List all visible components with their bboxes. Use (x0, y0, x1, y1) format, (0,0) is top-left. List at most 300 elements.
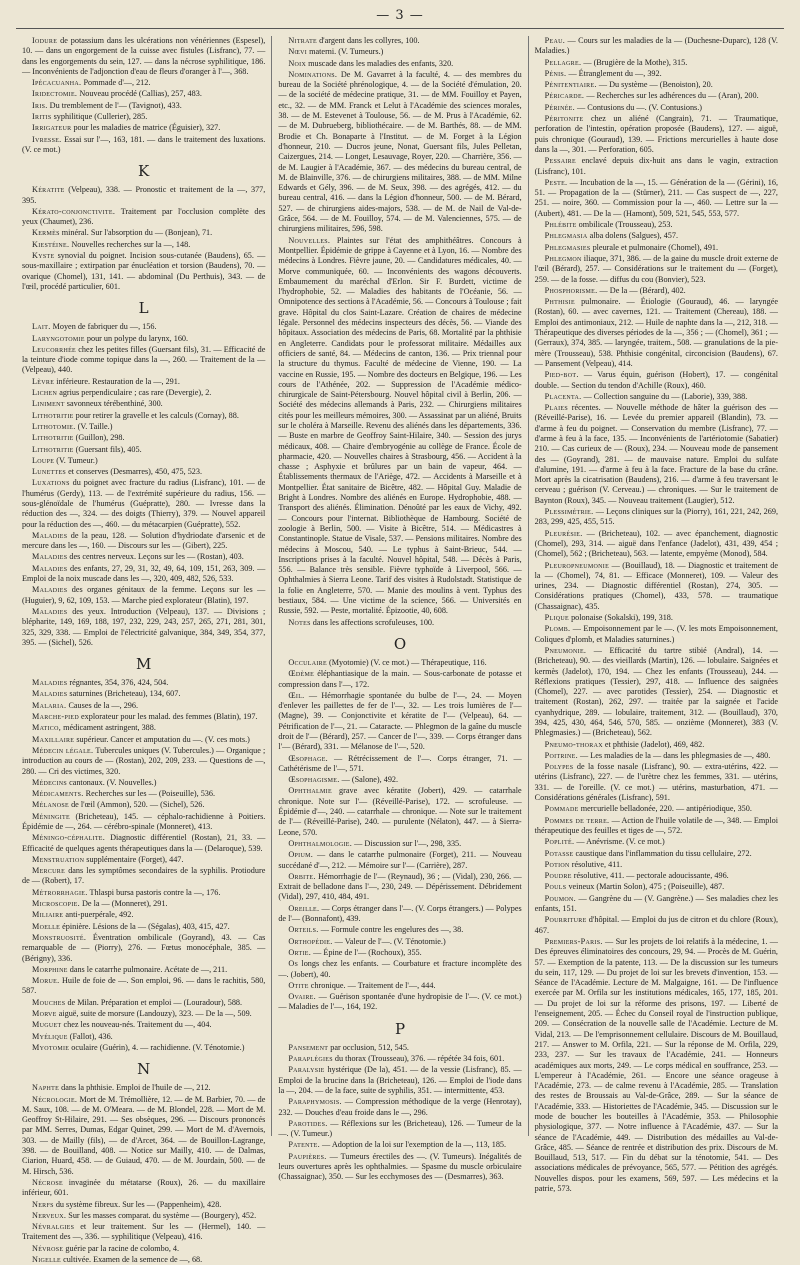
index-entry (535, 915, 778, 936)
index-entry (278, 658, 521, 668)
entry-headword: Œsophagisme. (288, 775, 340, 785)
entry-headword: Ophthalmie (288, 786, 332, 796)
index-entry (278, 1054, 521, 1064)
index-entry (278, 691, 521, 753)
entry-text: materni. (V. Tumeurs.) (309, 47, 384, 57)
entry-text: pleurale et pulmonaire (Chomel), 491. (592, 242, 719, 252)
entry-text: éléphantiasique de la main. — Sous-carbonate de potasse et compression dans l'—, 172. (278, 669, 522, 689)
index-entry (22, 1095, 265, 1177)
index-entry (278, 1097, 521, 1118)
entry-text: caustique dans l'inflammation du tissu cellulaire, 272. (575, 848, 752, 858)
entry-headword: Nerveux. (32, 1210, 67, 1220)
entry-headword: Médecin légale. (32, 745, 94, 755)
entry-text: d'argent dans les collyres, 100. (319, 36, 420, 45)
entry-headword: Mélanose (32, 800, 70, 810)
entry-text: chronique. — Traitement de l'—, 444. (310, 980, 436, 990)
index-entry (278, 937, 521, 947)
entry-text: invaginée du métatarse (Roux), 26. — du maxillaire inférieur, 601. (22, 1177, 266, 1198)
entry-text: du système fibreux. Sur les — (Pappenheim), 428. (55, 1199, 222, 1209)
entry-text: — Gangrène du — (V. Gangrène.) — Ses maladies chez les enfants, 151. (534, 893, 778, 914)
entry-headword: Otite (288, 980, 309, 990)
entry-headword: Opium. (288, 850, 314, 860)
entry-text: et leur traitement. Sur les — (Hermel), 140. — Traitement des —, 336. — syphilitique (Velpeau), 416. (22, 1222, 266, 1242)
entry-headword: Pénitentiaire. (544, 80, 597, 90)
section-letter: L (138, 299, 149, 318)
entry-headword: Notes (288, 617, 311, 627)
index-entry (278, 948, 521, 958)
entry-headword: Morue. (32, 976, 60, 986)
entry-text: des yeux. Introduction (Velpeau), 137. — Divisions ; blépharite, 149, 169, 188, 197, 232, 229, 243, 257, 265, 271, 281, 301, 325, 329, 338. — Emploi de l'électricité galvanique, 384, 349, 354, 377, 395. — (Sichel), 526. (22, 606, 266, 647)
entry-text: anti-puerpérale, 492. (65, 910, 134, 920)
entry-headword: Phlébite (544, 220, 577, 230)
entry-text: résolutive, 411. — pectorale adoucissante, 496. (573, 871, 729, 881)
index-entry (22, 1244, 265, 1254)
entry-headword: Phlegmasia (544, 231, 588, 241)
index-entry (22, 712, 265, 722)
section-letter: K (138, 162, 150, 181)
index-entry (22, 228, 265, 238)
index-entry (22, 678, 265, 688)
entry-headword: Maladies (32, 689, 68, 699)
entry-headword: Moelle (32, 921, 61, 931)
entry-headword: Poplité. (544, 837, 575, 847)
index-entry (278, 1065, 521, 1096)
entry-headword: Lithotomie. (32, 421, 76, 431)
entry-text: et conserves (Desmarres), 450, 475, 523. (68, 467, 203, 477)
entry-headword: Leucorrhée (32, 344, 77, 354)
entry-text: syphilitique (Cullerier), 285. (53, 112, 148, 122)
entry-headword: Nitrate (288, 36, 318, 45)
entry-text: pour retirer la gravelle et les calculs (Cornay), 88. (75, 410, 239, 420)
index-entry (535, 613, 778, 623)
section-letter: O (393, 634, 407, 653)
index-entry (22, 965, 265, 975)
entry-headword: Nécrose (32, 1177, 64, 1187)
entry-headword: Premiers-Paris. (544, 936, 603, 946)
entry-headword: Pleuropneumonie (544, 560, 610, 570)
entry-text: — Recherches sur les adhérences du — (Aran), 200. (586, 91, 759, 101)
index-entry (535, 740, 778, 750)
entry-text: polonaise (Sokalski), 199, 318. (571, 613, 673, 623)
entry-text: épinière. Lésions de la — (Ségalas), 403, 415, 427. (62, 921, 230, 931)
index-entry (22, 478, 265, 529)
entry-text: Du tremblement de l'— (Tavignot), 433. (49, 100, 182, 110)
entry-text: d'hôpital. — Emploi du jus de citron et du chlore (Roux), 467. (534, 915, 778, 935)
entry-text: — Efficacité du tartre stibié (Andral), 14. — (Bricheteau), 90. — des vieillards (Martin), 126. — lobulaire. Saignées et kermès (Jadelot), 170, 194. — Chez les enfants (Trousseau), 244. — Réflexions pratiques (Tessier), 297, 418. — Influence des saignées (Chomel), 227. — avec parotides (Tessier), 254. — Diagnostic et traitement (Rostan), 262, 297. — traitée par la saignée et l'acide cyanhydrique, 289. — lobulaire, traitement, 312. — (Bouillaud), 370, 394, 425, 430, 464, 546, 570, 585. — onzième (Monneret), 383 (V. Phlegmasies.) — (Bricheteau), 562. (534, 645, 778, 738)
entry-text: dans la phthisie. Emploi de l'huile de —, 212. (61, 1083, 211, 1093)
entry-text: savonneux térébenthiné, 300. (66, 399, 163, 409)
index-entry (278, 904, 521, 925)
index-entry (22, 207, 265, 228)
index-entry (22, 377, 265, 387)
entry-text: ombilicale (Trousseau), 253. (578, 220, 673, 230)
index-entry (278, 925, 521, 935)
index-entry (22, 531, 265, 552)
index-entry (278, 959, 521, 980)
entry-text: — Tumeurs érectiles des —. (V. Tumeurs). Inégalités de leurs ouvertures après les ophthalmies. — Spasme du muscle orbiculaire (Chassaignac), 350. — Sur les ecchymoses des — (Desmarres), 363. (278, 1151, 522, 1182)
entry-text: Recherches sur les — (Poiseuille), 536. (85, 789, 216, 799)
entry-text: Essai sur l'—, 163, 181. — dans le traitement des luxations. (V. ce mot.) (22, 134, 266, 154)
entry-headword: Potasse (544, 848, 574, 858)
entry-text: — Réflexions sur les (Bricheteau), 126. — Tumeur de la —. (V. Tumeur.) (278, 1118, 522, 1139)
entry-headword: Phlegmasies (544, 242, 591, 252)
index-entry (535, 58, 778, 68)
entry-text: cultivée. Examen de la semence de —, 68. (63, 1254, 203, 1264)
entry-headword: Médecins (32, 777, 68, 787)
entry-text: Tubercules uniques (V. Tubercules.) — Organique ; introduction au cours de — (Rostan), 202, 209, 233. — Questions de —, 280. — Cri des victimes, 320. (22, 745, 266, 776)
index-entry (535, 860, 778, 870)
index-entry (22, 1083, 265, 1093)
index-entry (22, 723, 265, 733)
entry-text: — Valeur de l'—. (V. Ténotomie.) (334, 936, 446, 946)
entry-headword: Maladies (32, 530, 68, 540)
entry-text: médicament astringent, 388. (63, 723, 156, 733)
entry-text: — Leçons cliniques sur la (Piorry), 161, 221, 242, 269, 283, 299, 425, 455, 515. (534, 507, 778, 527)
entry-headword: Maladies (32, 678, 68, 688)
index-entry (535, 507, 778, 528)
index-entry (278, 70, 521, 235)
index-entry (278, 981, 521, 991)
entry-text: — Incubation de la —, 15. — Génération de la — (Gérini), 16, 51. — Propagation de la — (Stürner), 211. — Cas suspect de —, 227, 251. — noire, 360. — Commission pour la —, 460. — Lettre sur la — (Aubert), 481. — De la — (Hamont), 509, 521, 545, 553, 577. (534, 177, 778, 218)
entry-headword: Orteils. (288, 925, 319, 935)
entry-headword: Iodure (32, 36, 58, 45)
entry-headword: Mouches (32, 997, 66, 1007)
entry-headword: Maladies (32, 552, 68, 562)
index-entry (22, 1020, 265, 1030)
entry-headword: Lithotritie (32, 410, 74, 420)
index-entry (22, 910, 265, 920)
index-entry (535, 816, 778, 837)
entry-headword: Irrigateur (32, 123, 72, 133)
entry-headword: Maladies (32, 585, 68, 595)
section-letter: P (394, 1019, 406, 1038)
entry-text: veineux (Martin Solon), 475 ; (Poiseuille), 487. (568, 882, 725, 892)
entry-text: régnantes, 354, 376, 424, 504. (69, 678, 169, 688)
entry-headword: Lèvre (32, 376, 55, 386)
entry-text: (Guersant fils), 405. (75, 444, 142, 454)
entry-text: (Velpeau), 338. — Pronostic et traitement de la —, 377, 395. (22, 185, 266, 205)
entry-text: Éventration ombilicale (Goyrand), 43. — Cas remarquable de — (Piorry), 276. — Fœtus monocéphale, 385. — (Bérigny), 336. (22, 932, 266, 963)
index-entry (535, 178, 778, 219)
index-entry (22, 185, 265, 206)
entry-text: hystérique (De la), 451. — de la vessie (Lisfranc), 85. — Emploi de la brucine dans la (Bricheteau), 126. — Emploi de l'iode dans la —, 204. — de la face, suite de syphilis, 351. — intermittente, 453. (278, 1065, 522, 1095)
entry-headword: Nœvi (288, 47, 308, 57)
entry-headword: Kératite (32, 185, 65, 195)
entry-text: du poignet avec fracture du radius (Lisfranc), 101. — de l'humérus (Gerdy), 113. — de l'extrémité supérieure du radius, 156. — sous-glénoïdale de l'humérus (Guépratte), 280. — Ivresse dans la réduction des —, 324. — des doigts (Thierry), 379. — Nouvel appareil pour la réduction des —, 460. — du métacarpien (Guépratte), 552. (22, 478, 266, 529)
index-entry (278, 36, 521, 46)
entry-headword: Métrorrhagie. (32, 887, 88, 897)
index-entry (22, 1200, 265, 1210)
index-entry (22, 251, 265, 292)
index-entry (535, 243, 778, 253)
entry-text: — Formule contre les engelures des —, 38. (320, 925, 464, 935)
index-entry (22, 345, 265, 376)
entry-headword: Plessimétrie. (544, 507, 594, 517)
entry-text: (V. Tumeur.) (56, 455, 98, 465)
entry-headword: Ivresse. (32, 134, 62, 144)
entry-headword: Patente. (288, 1140, 320, 1150)
entry-text: — (Bricheteau), 102. — avec épanchement, diagnostic (Chomel), 293, 314. — aiguë dans l'enfance (Jadelot), 431, 439, 454 ; (Chomel), 562 ; (Bricheteau), 563. — latente, empyème (Monod), 584. (534, 528, 778, 559)
index-entry (278, 1043, 521, 1053)
entry-text: minéral. Sur l'absorption du — (Bonjean), 71. (61, 228, 213, 238)
index-entry (22, 701, 265, 711)
entry-headword: Œdème (288, 669, 315, 679)
entry-headword: Ophthalmologie. (288, 838, 353, 848)
index-entry (278, 1140, 521, 1150)
entry-text: du thorax (Trousseau), 376. — répétée 34 fois, 601. (334, 1054, 505, 1064)
entry-headword: Méningite (32, 811, 70, 821)
index-entry (22, 922, 265, 932)
entry-text: agrius perpendiculaire ; cas rare (Devergie), 2. (59, 388, 212, 398)
index-entry (22, 855, 265, 865)
index-entry (535, 646, 778, 739)
entry-headword: Pleurésie. (544, 528, 583, 538)
index-entry (278, 1152, 521, 1183)
entry-text: — De la — (Bérard), 402. (599, 285, 686, 295)
entry-text: longs chez les enfants. — Courbature et fracture incomplète des —. (Jobert), 40. (278, 959, 522, 979)
entry-headword: Occulaire (288, 657, 327, 667)
entry-headword: Nigelle (32, 1254, 62, 1264)
index-entry (535, 80, 778, 90)
entry-headword: Paupières. (288, 1151, 327, 1161)
entry-headword: Morve (32, 1009, 57, 1019)
index-entry (22, 564, 265, 585)
index-entry (278, 850, 521, 871)
entry-headword: Myélique (32, 1031, 68, 1041)
index-entry (22, 866, 265, 887)
index-entry (22, 399, 265, 409)
index-entry (22, 585, 265, 606)
entry-text: inférieure. Restauration de la —, 291. (56, 376, 180, 386)
entry-text: (V. Taille.) (77, 421, 113, 431)
entry-headword: Pneumonie. (544, 645, 587, 655)
entry-text: De la — (Monneret), 291. (81, 899, 168, 909)
entry-headword: Poudre (544, 871, 572, 881)
entry-headword: Morphine (32, 964, 68, 974)
entry-text: Hémorrhagie de l'— (Reynaud), 36 ; — (Vidal), 230, 266. — Extrait de belladone dans l'—, 230, 249. — Dépérissement. Débridement (Vidal), 297, 410, 484, 491. (278, 871, 522, 902)
index-entry (535, 370, 778, 391)
entry-text: de la peau, 128. — Solution d'hydriodate d'arsenic et de mercure dans les —, 160. — Discours sur les — (Gibert), 225. (22, 530, 266, 551)
index-entry (22, 1255, 265, 1265)
entry-headword: Lunettes (32, 467, 67, 477)
entry-text: Huile de foie de —. Son emploi, 96. — dans le rachitis, 580, 587. (22, 976, 266, 996)
entry-headword: Œil. (288, 690, 305, 700)
entry-text: résolutive, 411. (571, 859, 623, 869)
entry-text: — Étranglement du —, 392. (568, 68, 662, 78)
entry-text: de l'œil (Ammon), 520. — (Sichel), 526. (71, 800, 205, 810)
index-entry (535, 837, 778, 847)
index-entry (535, 882, 778, 892)
index-entry (278, 236, 521, 617)
entry-headword: Microscopie. (32, 899, 80, 909)
entry-headword: Pourriture (544, 915, 587, 925)
entry-text: des centres nerveux. Leçons sur les — (Rostan), 403. (69, 552, 244, 562)
header-rule (16, 28, 784, 29)
entry-headword: Peste. (544, 177, 568, 187)
entry-text: — Guérison spontanée d'une hydropisie de l'—. (V. ce mot.) — Maladies de l'—, 164, 192. (278, 992, 522, 1012)
entry-headword: Polypes (544, 762, 574, 772)
entry-headword: Pellagre. (544, 57, 582, 67)
index-entry (278, 839, 521, 849)
entry-text: — Discussion sur l'—, 298, 335. (354, 838, 462, 848)
entry-text: iliaque, 371, 386. — de la gaine du muscle droit externe de l'œil (Bérard), 257. — Considérations sur le traitement du — (Forget), 259. — de la fosse. — diffus du cou (Bonvier), 523. (534, 253, 778, 284)
index-entry (278, 1119, 521, 1140)
index-entry (22, 322, 265, 332)
entry-text: — Empoisonnement par le —. (V. les mots Empoisonnement, Coliques d'plomb, et Maladies saturnines.) (534, 624, 778, 644)
entry-text: — Les maladies de la — dans les phlegmasies de —, 480. (580, 750, 771, 760)
entry-headword: Névrose (32, 1243, 64, 1253)
index-entry (22, 976, 265, 997)
index-entry (535, 871, 778, 881)
index-column-2 (271, 36, 527, 1182)
entry-headword: Œsophage. (288, 753, 329, 763)
index-entry (22, 689, 265, 699)
entry-headword: Nécrologie. (32, 1094, 78, 1104)
entry-text: — (Salone), 492. (341, 775, 399, 785)
entry-text: Nouvelles recherches sur la —, 148. (71, 239, 191, 249)
index-entry (535, 156, 778, 177)
entry-headword: Parotides. (288, 1118, 328, 1128)
entry-text: chez les nouveau-nés. Traitement du —, 404. (63, 1020, 212, 1030)
index-entry (22, 789, 265, 799)
entry-headword: Orbite. (288, 871, 316, 881)
index-entry (22, 607, 265, 648)
entry-headword: Poumon. (544, 893, 577, 903)
index-entry (22, 334, 265, 344)
entry-text: Plaintes sur l'état des amphithéâtres. Concours à Montpellier. Épidémie de grippe à Cayenne et à Lyon, 16. — Nombre des médecins à Londres. Fièvre jaune, 20. — Candidatures médicales, 40. — Morve communiquée, 60. — Inconvénients des wagons découverts. Embaumement du maréchal d'Erlon. Sir F. Burdett, victime de l'hydrophobie, 52. — Maladies des habitants de l'Océanie, 56. — Omnipotence des sections à l'Académie, 56. — Concours à Toulouse ; fait grave. Hôpital du clos Saint-Lazare. Création de chaires de médecine légale. Personnel des médecins inspecteurs des décès, 56. — Viande des hôpitaux. Association des médecins de Paris, 68. Mortalité par la phthisie en Angleterre. Candidats pour le professorat militaire. Médailles aux officiers de santé, 84. — Médecins de canton, 136. — Prix triennal pour la structure du thymus. Faculté de médecine de Vienne, 190. — La vaccine en Russie, 195. — Nombre des docteurs en Belgique, 196. — Les cours de l'Athénée, 202. — Suppression de l'Académie médico-chirurgicale de Saint-Pétersbourg. Nouvel hôpital civil à Berlin, 206. — Société des médecins allemands à Paris, 232. — Chirurgiens militaires cités pour les meilleurs mémoires, 300. — Assassinat par un aliéné, Bruits sur le choléra à Marseille. Revenu des aliénés dans les départements, 336. — Buste en marbre de Geoffroy Saint-Hilaire, 340. — Session des jurys médicaux, 408. — Chaire d'embryogénie au collège de France. École de pharmacie, 420. — Nouvelles chaires à Strasbourg, 456. — Accident à la chasse ; Asphyxie et brûlures par un bain de vapeur, 464. — Établissements thermaux de l'Ariège, 472. — Accidents à Marseille et à Montpellier. État sanitaire de Bicêtre, 482. — Hôpital Guy. Maladie de Bright à Londres. Nombre des aliénés en Europe. Hydrophobie, 488. — Transport des aliénés. Élimination. Dénoûté par les eaux de Vichy, 492. — Concours pour l'internat. Bibliothèque de Hambourg. Société de zoologie à Berlin, 500. — Visite à Bicêtre, 514. — Médicastres à Constantinople. Statue de Visale, 537. — Pensions militaires. Nombre des médecins à Moscou, 540. — Le typhus à Saint-Brieuc, 544. — Inscriptions prises à la faculté. Nouvel hôpital, 548. — Décès à Paris, 556. — Balance très sensible. Fièvre typhoïde à Liverpool, 566. — Ophthalmies à Sierra Leone. Tarif des visites à Rudolstadt. Statistique de la folie en Angleterre, 570. — Manie des moulins à vent. Typhus des bestiaux, 584. — Une victime de la science, 566. — Universités en Russie, 592. — Peste, mortalité. Épizootie, 40, 608. (278, 235, 522, 616)
entry-text: — Varus équin, guérison (Hobert), 17. — congénital double. — Section du tendon d'Achille (Roux), 460. (534, 370, 778, 390)
entry-headword: Mercure (32, 866, 66, 876)
index-column-1 (16, 36, 271, 1264)
index-entry (22, 112, 265, 122)
entry-headword: Névralgies (32, 1222, 75, 1232)
entry-text: Nouveau procédé (Callias), 257, 483. (79, 89, 202, 99)
index-entry (22, 998, 265, 1008)
entry-text: alba dolens (Salgues), 457. (589, 231, 679, 241)
entry-headword: Nerfs (32, 1199, 54, 1209)
entry-text: Mort de M. Trémollière, 12. — de M. Barbier, 70. — de M. Saux, 108. — de M. O'Meara. — de M. Blondel, 228. — Mort de M. Geoffroy St-Hilaire, 291. — Ses obsèques, 296. — Discours prononcés par MM. Serres, Dumas, Edgar Quinet, 299. — Mort de M. d'Avernois, 303. — de Mailly (fils), — de d'Arcet, 364. — de Bouillon-Lagrange, 398. — de Bouilland, 408. — Notice sur Mailly, 410. — de Dalmas, Ciarion, Huard, 458. — de Guiaud, 470. — de M. Jourdain, 500. — de M. Hirsch, 536. (22, 1094, 266, 1176)
entry-text: chez un aliéné (Cangrain), 71. — Traumatique, perforation de l'intestin, opération proposée (Baudens), 127. — aiguë, puis chronique (Gouraud), 139. — Frictions mercurielles à haute dose dans la —, 301. — Perforation, 605. (534, 114, 778, 154)
entry-headword: Peau. (544, 36, 566, 45)
entry-headword: Noix (288, 58, 307, 68)
entry-text: mercurielle belladonée, 220. — antipériodique, 350. (580, 804, 752, 814)
index-entry (22, 1032, 265, 1042)
index-entry (22, 135, 265, 156)
entry-headword: Nominations. (288, 69, 338, 79)
index-entry (535, 103, 778, 113)
entry-text: de potassium dans les ulcérations non vénériennes (Espesel), 10. — dans un engorgement de la cuisse avec fistules (Lisfranc), 77. — dans les engorgements du sein, 127. — dans la nécrose syphilitique, 186. — Inconvénients de l'adjonction d'eau de fleurs d'oranger à l'—, 368. (22, 36, 266, 76)
entry-headword: Kermès (32, 228, 60, 238)
index-entry (535, 529, 778, 560)
entry-text: — Anévrisme. (V. ce mot.) (576, 837, 665, 847)
entry-headword: Miliaire (32, 910, 64, 920)
entry-headword: Poitrine. (544, 750, 578, 760)
entry-headword: Laryngotomie (32, 333, 85, 343)
entry-headword: Lithotritie (32, 433, 74, 443)
entry-headword: Méningo-céphalite. (32, 833, 106, 843)
entry-text: Diagnostic différentiel (Rostan), 21, 33. — Efficacité de quelques agents thérapeutiques dans la — (Delaroque), 539. (22, 833, 266, 853)
index-entry (22, 812, 265, 833)
entry-text: grave avec kératite (Jobert), 429. — catarrhale chronique. Note sur l'— (Réveillé-Parise), 172. — scrofuleuse. — Épidémie d'—, 240. — catarrhale — chronique. — Note sur le traitement de l'— (Réveillé-Parise), 240. — purulente (Nélaton), 447. — à Sierra-Leone, 570. (278, 786, 522, 837)
entry-text: dans les affections scrofuleuses, 100. (312, 617, 435, 627)
page-number: — 3 — (376, 8, 424, 23)
entry-text: — dans le catarrhe pulmonaire (Forget), 211. — Nouveau succédané d'—, 212. — Mémoire sur l'— (Carrière), 287. (278, 850, 522, 870)
entry-text: dans les symptômes secondaires de la syphilis. Protiodure de — (Robert), 17. (22, 866, 266, 886)
index-entry (535, 403, 778, 506)
entry-headword: Muguet (32, 1020, 62, 1030)
index-entry (22, 467, 265, 477)
entry-headword: Orthopédie. (288, 936, 333, 946)
entry-headword: Maladies (32, 563, 68, 573)
entry-headword: Lithotritie (32, 444, 74, 454)
entry-headword: Kiestéine. (32, 239, 70, 249)
entry-headword: Pommade (544, 804, 579, 814)
entry-text: Pommade d'—, 212. (83, 78, 151, 88)
entry-text: explorateur pour les malad. des femmes (Blatin), 197. (81, 712, 258, 722)
index-entry (22, 899, 265, 909)
entry-text: De M. Gavarret à la faculté, 4. — des membres du bureau de la Société phrénologique, 4. — de la Société d'émulation, 20. — de la société de médecine pratique, 31. — de MM. Fouilloy et Payen, etc., 32. — de MM. Franck et Lelut à l'Académie des sciences morales, 38. — de M. Estevenet à Toulouse, 56. — de M. Prus à l'Académie, 62. — de M. Dubrueberg, bibliothécaire. — de M. Barthés, 88. — de MM. Brodie et Ch. Bonaparte à l'Institut. — de M. Forget à la Légion d'honneur, 210. — Ducros jeune, Nonat, Guersant fils, Jules Pelletan, Caizergues, 214. — Longet, Lesauvage, Royer, 220. — Charrière, 356. — de M. Laugier à l'Académie, 367. — des médecins du bureau central, de M. de Blainville, 376. — de chirurgiens militaires, 388. — de MM. Milne Edwards et Gély, 396. — de M. Seux, 398. — des agrégés, 412. — du bureau central, 416. — dans la Légion d'honneur, 500. — de M. Bérard, 527. — de chirurgiens aides-majors, 538. — de M. de Nail de Val-de-Grâce, 564. — de M. Fouilloy, 574. — de M. Valenciennes, 575. — de chirurgiens militaires, 596, 598. (278, 69, 522, 234)
entry-text: et phthisie (Jadelot), 469, 482. (604, 739, 705, 749)
entry-headword: Lichen (32, 388, 58, 398)
entry-text: Thlaspi bursa pastoris contre la —, 176. (89, 887, 221, 897)
entry-text: Sur les masses comparat. du système — (Bourgery), 452. (68, 1210, 257, 1220)
entry-headword: Kyste (32, 251, 55, 261)
index-entry (535, 392, 778, 402)
entry-text: synovial du poignet. Incision sous-cutanée (Baudens), 65. — sous-maxillaire ; extirpation par énucléation et torsion (Baudens), 70. — ovarique (Chomel), 131, 141. — abdominal (Du Perthuis), 343. — de l'œil, procédé particulier, 601. (22, 251, 266, 291)
entry-headword: Plaies (544, 403, 569, 413)
entry-text: pulmonaire. — Étiologie (Gouraud), 46. — laryngée (Rostan), 60. — avec cavernes, 121. — Traitement (Chereau), 188. — Emploi des antimoniaux, 212. — Huile de naphte dans la —, 212, 318. — Thérapeutique des diverses périodes de la —, 356 ; — (Chomel), 361 ; — (Gerraux), 374, 385. — laryngée, traitem., 508. — granulations de la pie-mère (Trousseau), 538. Phthisie congénital, circoncision (Baudens), 67. — Pansement (Velpeau), 414. (534, 297, 778, 368)
entry-text: des organes génitaux de la femme. Leçons sur les — (Huguier), 9, 62, 109, 153. — Marche pied explorateur (Blatin), 197. (22, 585, 266, 605)
index-entry (22, 1178, 265, 1199)
entry-text: pour les maladies de matrice (Éguisier), 327. (73, 123, 221, 133)
entry-headword: Kérato-conjonctivite. (32, 206, 116, 216)
index-columns (16, 36, 784, 1264)
entry-text: des enfants, 27, 29, 31, 32, 49, 64, 109, 151, 263, 309. — Emploi de la noix muscade dans les —, 320, 409, 482, 526, 533. (22, 563, 266, 584)
entry-text: supplémentaire (Forget), 447. (86, 854, 184, 864)
entry-headword: Myotomie (32, 1042, 70, 1052)
entry-headword: Liniment (32, 399, 65, 409)
index-entry (535, 286, 778, 296)
entry-headword: Maladies (32, 606, 68, 616)
entry-headword: Phosphorisme. (544, 285, 598, 295)
entry-text: cantonaux. (V. Nouvelles.) (69, 777, 157, 787)
index-entry (278, 59, 521, 69)
index-entry (535, 36, 778, 57)
index-entry (22, 456, 265, 466)
entry-text: — Hémorrhagie spontanée du bulbe de l'—, 24. — Moyen d'enlever les paillettes de fer de l'—, 32. — Les trois lumières de l'— (Magne), 39. — Conjonctivite et kératite de l'— (Velpeau), 64. — Pétrification de l'—, 21. — Cataracte. — Phlegmon de la gaîne du muscle droit de l'— (Bérard), 257. — Cancer de l'—, 339. — Corps étranger dans l'— (Bérard), 331. — Mélanose de l'—, 520. (278, 690, 522, 752)
entry-headword: Matico, (32, 723, 62, 733)
entry-text: muscade dans les maladies des enfants, 320. (308, 58, 454, 68)
index-entry (535, 561, 778, 612)
entry-headword: Loupe (32, 455, 55, 465)
entry-headword: Phthisie (544, 297, 575, 307)
index-entry (22, 36, 265, 77)
entry-text: saturnines (Bricheteau), 134, 607. (69, 689, 181, 699)
index-entry (535, 804, 778, 814)
entry-headword: Lait. (32, 322, 51, 332)
index-entry (22, 888, 265, 898)
entry-text: — Épine de l'— (Rochoux), 355. (313, 947, 422, 957)
index-entry (535, 762, 778, 803)
entry-headword: Maxillaire (32, 734, 75, 744)
index-entry (22, 123, 265, 133)
entry-text: — (Bouillaud), 18. — Diagnostic et traitement de la — (Chomel), 74, 81. — Efficace (Monneret), 109. — Valeur des urines, 234. — Diagnostic différentiel (Rostan), 274, 305. — Considérations pratiques (Chomel), 433, 578. — traumatique (Chassaignac), 435. (534, 560, 778, 611)
index-entry (535, 297, 778, 369)
entry-text: — Sur les projets de loi relatifs à la médecine, 1. — Des épreuves éliminatoires des concours, 29, 94. — Procès de M. Guérin, 57. — Exemption de la patente, 113. — De la discussion sur les tumeurs du sein, 117, 129. — Du projet de loi sur les brevets d'invention, 153. — Séance de l'Académie. Lecture de M. Malgaigne, 161. — De l'influence exercée par M. Orfila sur les institutions médicales, 165, 177, 185, 201. — Du projet de loi sur la réforme des prisons, 197. — Liberté de l'enseignement, 205. — Échec du Conseil royal de l'instruction publique, 209. — Consécration de la nouvelle salle de l'Académie. Lecture de M. Vidal, 213. — De l'emprisonnement cellulaire. Discours de M. Bouillaud, 217. — Answer to M. Orfila, 221. — Sur la réponse de M. Orfila, 229, 233, 237. — Sur les travaux de l'Académie, 241. — Honneurs académiques aux morts, 249. — Le corps médical en souffrance, 253. — L'empereur à l'Académie, 261. — Encore une séance orageuse à l'Académie, 273. — de calme revenu à l'Académie, 285. — Translation des restes de Broussais au Val-de-Grâce, 289. — Sur la séance de l'Académie, 333. — Historiettes de l'Académie, 345. — Discussion sur le mode de boucher les bouteilles à l'Académie, 353. — Philosophie physiologique, 377. — Notre influence à l'Académie, 437. — Sur la séance de l'Académie, 449. — Distribution des médailles au Val-de-Grâce, 485. — Séance de rentrée et distribution des prix. Discours de M. Bouillaud, 513, 517. — Fin du débat sur la ténotomie, 541. — Des associations médicales de prévoyance, 565, 577. — Pétition des agrégés. Nouvelles dispos. pour les examens, 569, 597. — Les médecins et la patrie, 573. (534, 936, 778, 1194)
entry-headword: Placenta. (544, 391, 582, 401)
entry-headword: Oreille. (288, 903, 320, 913)
entry-text: de Milan. Préparation et emploi — (Louradour), 588. (67, 997, 243, 1007)
